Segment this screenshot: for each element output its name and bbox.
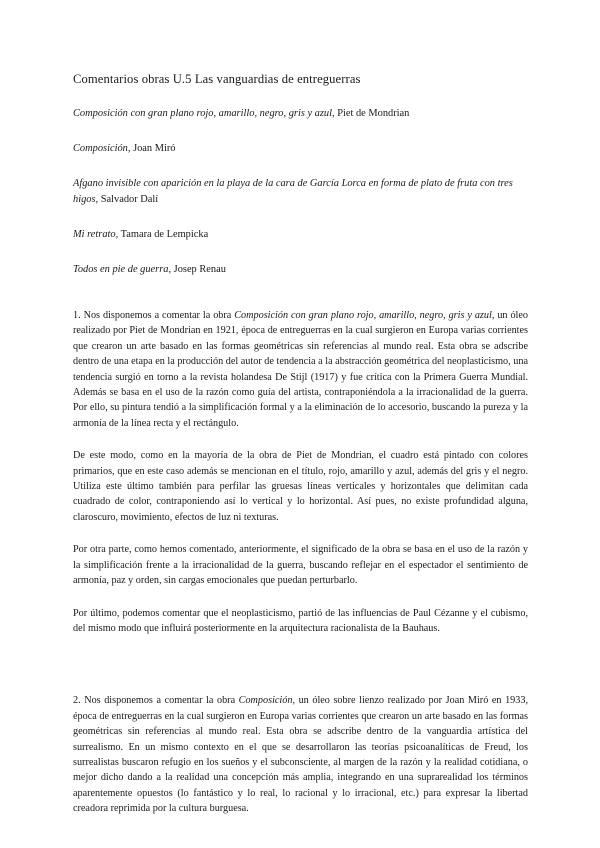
section-number: 1. [73, 310, 81, 321]
work-author: Joan Miró [133, 143, 176, 154]
artwork-title: Composición, [238, 695, 295, 707]
document-title: Comentarios obras U.5 Las vanguardias de entreguerras [73, 72, 361, 86]
paragraph: De este modo, como en la mayoría de la obra de Piet de Mondrian, el cuadro está pintado con colores primarios, que en este caso además se mencionan en el título, rojo, amarillo y azul, además del gris y el negro. Utiliza este último también para perfilar las gruesas líneas verticales y horizontales que delimitan cada cuadrado de color, contraponiendo así lo vertical y lo horizontal. Así pues, no existe profundidad alguna, claroscuro, movimiento, efectos de luz ni texturas. [73, 450, 528, 523]
work-author: Piet de Mondrian [337, 108, 410, 119]
work-author: Tamara de Lempicka [120, 229, 209, 240]
work-author: Salvador Dalí [100, 194, 159, 205]
section-number: 2. [73, 695, 81, 707]
paragraph-text: un óleo realizado por Piet de Mondrian en 1921, época de entreguerras en la cual surgieron en Europa varias corrientes que crearon un arte basado en las formas geométricas sin referencias al mundo real. Esta obra se adscribe dentro de una etapa en la producción del autor de tendencia a la abstracción geométrica del neoplasticismo, una tendencia surgió en torno a la revista holandesa De Stijl (1917) y fue crítica con la Primera Guerra Mundial. Además se basa en el uso de la razón como guía del artista, contraponiéndola a la irracionalidad de la guerra. Por ello, su pintura tendió a la simplificación formal y a la eliminación de lo accesorio, buscando la pureza y la armonía de la línea recta y el rectángulo. [73, 310, 529, 429]
paragraph [73, 693, 528, 816]
paragraph: Por último, podemos comentar que el neoplasticismo, partió de las influencias de Paul Cézanne y el cubismo, del mismo modo que influirá posteriormente en la arquitectura racionalista de la Bauhaus. [73, 607, 528, 634]
work-title: Composición con gran plano rojo, amarillo, negro, gris y azul, [73, 108, 335, 119]
work-title: Composición, [73, 143, 131, 154]
work-title: Todos en pie de guerra, [73, 264, 172, 275]
paragraph [73, 308, 528, 431]
section-spacer [73, 653, 528, 693]
section-1 [73, 308, 528, 636]
section-2 [73, 693, 528, 816]
work-item [73, 106, 528, 122]
artwork-title: Composición con gran plano rojo, amarillo, negro, gris y azul, [234, 310, 495, 321]
work-item [73, 176, 528, 208]
work-title: Mi retrato, [73, 229, 119, 240]
work-author: Josep Renau [173, 264, 226, 275]
paragraph-text: un óleo sobre lienzo realizado por Joan Miró en 1933, época de entreguerras en la cual surgieron en Europa varias corrientes que crearon un arte basado en las formas geométricas sin referencias al mundo real. Esta obra se adscribe dentro de la vanguardia artística del surrealismo. En un mismo contexto en el que se desarrollaron las teorías psicoanalíticas de Freud, los surrealistas buscaron refugio en los sueños y el subconsciente, al margen de la razón y la realidad cotidiana, o mejor dicho dando a la realidad una concepción más amplia, integrando en una suprarealidad los términos aparentemente opuestos (lo fantástico y lo real, lo racional y lo irracional, etc.) para expresar la libertad creadora reprimida por la cultura burguesa. [73, 695, 528, 815]
paragraph-text: Nos disponemos a comentar la obra [80, 310, 235, 321]
work-item [73, 141, 528, 157]
paragraph: Por otra parte, como hemos comentado, anteriormente, el significado de la obra se basa en el uso de la razón y la simplificación frente a la irracionalidad de la guerra, buscando reflejar en el espectador el sentimiento de armonía, paz y orden, sin cargas emocionales que puedan perturbarlo. [73, 544, 528, 587]
paragraph-text: Nos disponemos a comentar la obra [80, 695, 239, 707]
work-title: Afgano invisible con aparición en la playa de la cara de García Lorca en forma de plato de fruta con tres higos, [73, 178, 513, 205]
work-item [73, 227, 528, 243]
works-list [73, 106, 528, 278]
work-item [73, 262, 528, 278]
